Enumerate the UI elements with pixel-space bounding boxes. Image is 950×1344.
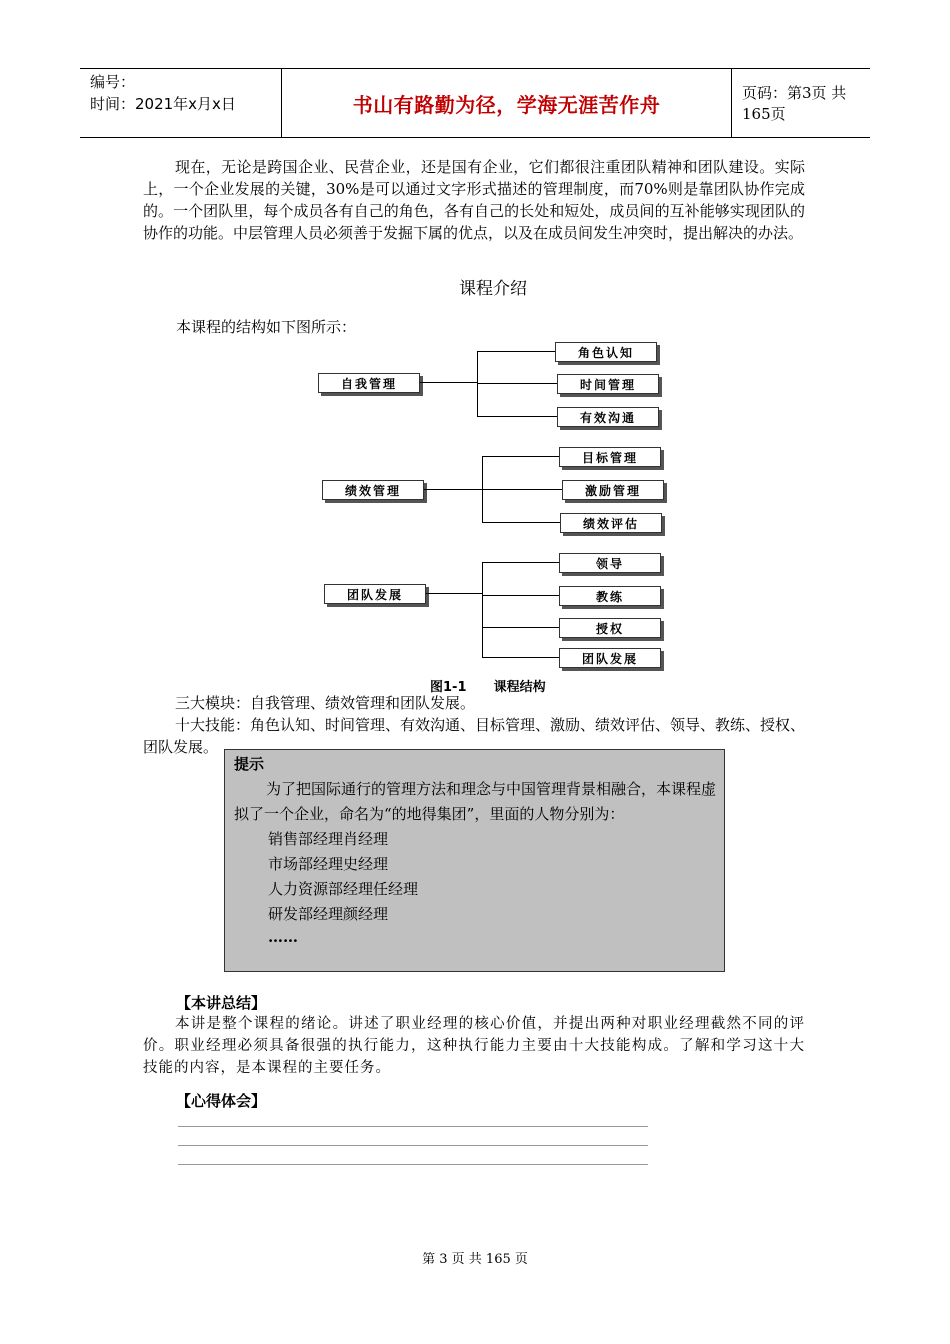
section-title: 课程介绍 xyxy=(459,279,527,299)
reflection-heading: 【心得体会】 xyxy=(176,1092,267,1110)
skill-box-delegation: 授权 xyxy=(559,618,661,638)
connector-line xyxy=(477,416,557,417)
connector-line xyxy=(482,522,560,523)
header-slogan-cell xyxy=(282,69,732,137)
skill-box-motivation-management: 激励管理 xyxy=(562,480,664,500)
tip-text: 为了把国际通行的管理方法和理念与中国管理背景相融合，本课程虚拟了一个企业，命名为“的地得集团”，里面的人物分别为： xyxy=(234,780,717,823)
connector-line xyxy=(477,351,478,417)
writing-line xyxy=(178,1145,648,1146)
skill-box-time-management: 时间管理 xyxy=(557,374,659,394)
connector-line xyxy=(420,382,477,383)
skill-box-performance-evaluation: 绩效评估 xyxy=(560,513,662,533)
document-number-label: 编号： xyxy=(90,73,136,91)
connector-line xyxy=(477,383,557,384)
skill-box-goal-management: 目标管理 xyxy=(559,447,661,467)
tip-ellipsis: …… xyxy=(268,928,298,946)
header-page-info: 页码：第3页 共165页 xyxy=(742,84,847,123)
connector-line xyxy=(482,595,559,596)
connector-line xyxy=(426,593,482,594)
module-box-performance-management: 绩效管理 xyxy=(322,480,424,500)
module-box-team-development: 团队发展 xyxy=(324,584,426,604)
tip-person: 研发部经理颜经理 xyxy=(268,905,389,923)
skill-box-effective-communication: 有效沟通 xyxy=(557,407,659,427)
course-structure-intro: 本课程的结构如下图所示： xyxy=(176,318,357,336)
connector-line xyxy=(482,562,559,563)
course-structure-diagram xyxy=(300,336,680,676)
module-box-self-management: 自我管理 xyxy=(318,373,420,393)
skills-summary-line: 十大技能：角色认知、时间管理、有效沟通、目标管理、激励、绩效评估、领导、教练、授权、团队发展。 xyxy=(143,716,806,756)
connector-line xyxy=(482,657,559,658)
header-meta xyxy=(80,69,282,137)
summary-text: 本讲是整个课程的绪论。讲述了职业经理的核心价值，并提出两种对职业经理截然不同的评价。职业经理必须具备很强的执行能力，这种执行能力主要由十大技能构成。了解和学习这十大技能的内容，是本课程的主要任务。 xyxy=(143,1016,805,1076)
connector-line xyxy=(424,489,482,490)
connector-line xyxy=(482,627,559,628)
document-time: 时间：2021年x月x日 xyxy=(90,95,236,113)
skill-box-leadership: 领导 xyxy=(559,553,661,573)
figure-caption: 图1-1 课程结构 xyxy=(430,680,546,695)
connector-line xyxy=(482,562,483,657)
page-footer: 第 3 页 共 165 页 xyxy=(422,1252,528,1267)
tip-person: 人力资源部经理任经理 xyxy=(268,880,419,898)
modules-summary-line: 三大模块：自我管理、绩效管理和团队发展。 xyxy=(175,694,476,712)
tip-person: 销售部经理肖经理 xyxy=(268,830,389,848)
writing-line xyxy=(178,1164,648,1165)
page-header xyxy=(80,68,870,138)
header-slogan: 书山有路勤为径，学海无涯苦作舟 xyxy=(352,92,661,117)
summary-heading: 【本讲总结】 xyxy=(176,994,267,1012)
skill-box-coaching: 教练 xyxy=(559,586,661,606)
skill-box-team-development: 团队发展 xyxy=(559,648,661,668)
tip-person: 市场部经理史经理 xyxy=(268,855,389,873)
tip-box xyxy=(224,749,725,972)
skill-box-role-awareness: 角色认知 xyxy=(555,342,657,362)
tip-title: 提示 xyxy=(234,755,265,773)
connector-line xyxy=(477,351,555,352)
writing-line xyxy=(178,1126,648,1127)
connector-line xyxy=(482,456,559,457)
connector-line xyxy=(482,489,562,490)
intro-paragraph: 现在，无论是跨国企业、民营企业，还是国有企业，它们都很注重团队精神和团队建设。实际上，一个企业发展的关键，30%是可以通过文字形式描述的管理制度，而70%则是靠团队协作完成的。一个团队里，每个成员各有自己的角色，各有自己的长处和短处，成员间的互补能够实现团队的协作的功能。中层管理人员必须善于发掘下属的优点，以及在成员间发生冲突时，提出解决的办法。 xyxy=(143,158,805,242)
